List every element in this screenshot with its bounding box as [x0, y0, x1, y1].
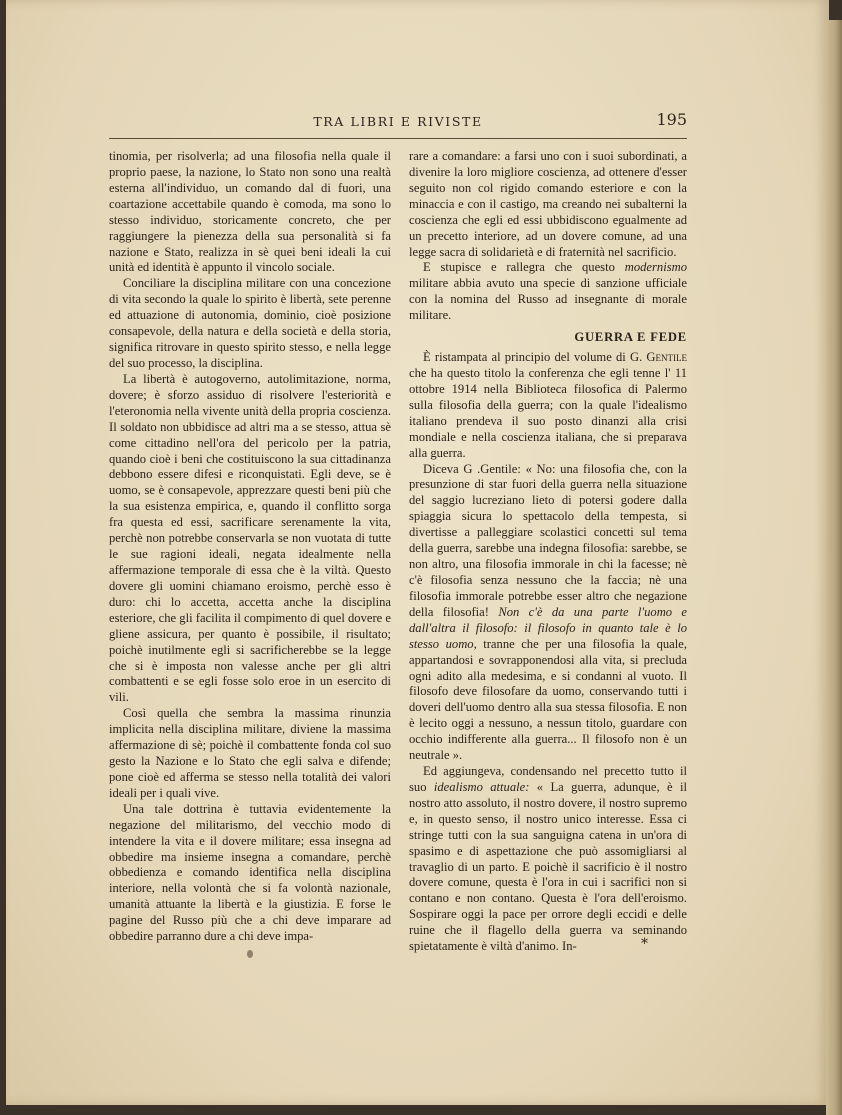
- text-run: Diceva G .Gentile: « No: una filosofia che, con la presunzione di star fuori della guerra nella situazione del saggio lucreziano lieto di potersi godere dalla spiaggia sicura lo spettacolo della tempesta, si divertisse a palleggiare scolastici concetti sul tema della guerra, sarebbe una indegna filosofia: sarebbe, se non altro, una filosofia immorale in chi la facesse; nè c'è filosofia senza nessuno che la faccia; nè una filosofia immorale potrebbe esser altro che negazione della filosofia!: [409, 461, 687, 619]
- text-run: militare abbia avuto una specie di sanzione ufficiale con la nomina del Russo ad insegnante di morale militare.: [409, 276, 687, 323]
- paragraph: Conciliare la disciplina militare con una concezione di vita secondo la quale lo spirito è libertà, sete perenne ed attuazione di autonomia, dominio, cioè posizione consapevole, della natura e della società e della storia, significa ritrovare in questo spirito stesso, e nella legge del suo processo, la disciplina.: [109, 276, 391, 370]
- emphasis: idealismo attuale:: [433, 779, 530, 794]
- paragraph: [409, 260, 687, 324]
- page-edge: [826, 20, 842, 1115]
- text-run: « La guerra, adunque, è il nostro atto assoluto, il nostro dovere, il nostro supremo e, in questo senso, il nostro unico interesse. Essa ci stringe tutti con la sua sanguigna catena in un'ora di spasimo e di aspettazione che può assomigliarsi al travaglio di un parto. E poichè il sacrificio è il nostro dovere comune, questa è l'ora in cui i sacrifici non si contano e non contano. Questa è l'ora dell'eroismo. Sospirare oggi la pace per orrore degli eccidi e delle ruine che il flagello della guerra va seminando spietatamente è viltà d'animo. In-: [409, 779, 687, 954]
- page-number: 195: [656, 110, 687, 129]
- paragraph: Una tale dottrina è tuttavia evidentemente la negazione del militarismo, del vecchio modo di intendere la vita e il dovere militare; essa insegna ad obbedire ma insieme insegna a comandare, perchè obbedienza e comando identifica nella disciplina interiore, nella volontà che si fa volontà nazionale, umanità attuante la libertà e la giustizia. E forse le pagine del Russo più che a chi deve imparare ad obbedire parranno dure a chi deve impa-: [109, 801, 391, 944]
- paragraph: rare a comandare: a farsi uno con i suoi subordinati, a divenire la loro migliore coscienza, ad ottenere d'esser seguito non col rigido comando esteriore e con la minaccia e con il castigo, ma creando nei subalterni la coscienza che egli ed essi ubbidiscono egualmente ad un precetto interiore, ad un dovere comune, ad una legge sacra di solidarietà e di fraternità nel sacrificio.: [409, 149, 687, 259]
- emphasis: Non c'è da una parte l'uomo e dall'altra il filosofo: il filosofo in quanto tale è lo stesso uomo,: [409, 604, 688, 651]
- ink-smudge: [247, 950, 253, 958]
- paragraph: [409, 350, 687, 461]
- text-run: che ha questo titolo la conferenza che egli tenne l' 11 ottobre 1914 nella Biblioteca filosofica di Palermo sulla filosofia della guerra; con la quale l'idealismo italiano prendeva il suo posto dinanzi alla crisi mondiale e nella coscienza italiana, che si preparava alla guerra.: [409, 365, 687, 460]
- section-heading: GUERRA E FEDE: [574, 330, 687, 345]
- emphasis: modernismo: [624, 260, 687, 275]
- paragraph: tinomia, per risolverla; ad una filosofia nella quale il proprio paese, la nazione, lo Stato non sono una realtà esterna all'individuo, un comando dal di fuori, una coartazione accettabile quando è comoda, ma sono lo stesso individuo, storicamente concreto, che per raggiungere la pienezza della sua personalità si fa nazione e Stato, realizza in sè quei beni ideali la cui unità ed identità è appunto il vincolo sociale.: [109, 149, 391, 275]
- paragraph: La libertà è autogoverno, autolimitazione, norma, dovere; è sforzo assiduo di risolvere l'esteriorità e l'eteronomia nella vivente unità della propria coscienza. Il soldato non ubbidisce ad altri ma a se stesso, attua sè come cittadino nell'ora del pericolo per la patria, quando cioè i beni che costituiscono la sua cittadinanza debbono essere difesi e riconquistati. Egli deve, se è uomo, se è consapevole, apprezzare questi beni più che la sua esistenza empirica, e, quando il conflitto sorga fra questa ed essi, sacrificare serenamente la vita, perchè non potrebbe conservarla se non vuotata di tutte le sue ragioni ideali, negata idealmente nella affermazione temporale di essa che è la viltà. Questo dovere gli uomini chiamano eroismo, perchè esso è duro: chi lo accetta, accetta anche la disciplina esteriore, che gli facilita il compimento di quel dovere e gliene assicura, per quanto è possibile, il risultato; poichè inutilmente egli si sacrificherebbe se la legge che si è imposta non valesse anche per gli altri combattenti e se egli fosse solo eroe in un esercito di vili.: [109, 371, 391, 705]
- text-run: E stupisce e rallegra che questo: [423, 260, 625, 275]
- text-run: Ed aggiungeva, condensando nel precetto tutto il suo: [409, 764, 687, 794]
- text-run: tranne che per una filosofia la quale, appartandosi e sovrapponendosi alla vita, si precluda ogni adito alla medesima, e si condanni al vuoto. Il filosofo deve filosofare da uomo, conservando tutti i doveri dell'uomo dentro alla sua stessa filosofia. E non è lecito oggi a nessuno, a nessun titolo, guardare con occhio indifferente alla guerra... Il filosofo non è un neutrale ».: [409, 636, 687, 763]
- running-title: TRA LIBRI E RIVISTE: [313, 114, 483, 129]
- asterisk-ornament: *: [641, 936, 648, 952]
- right-column: [409, 149, 687, 955]
- text-run: È ristampata al principio del volume di G.: [423, 350, 647, 365]
- paragraph: [409, 462, 687, 765]
- page-header: [109, 108, 687, 139]
- author-name: Gentile: [646, 350, 687, 365]
- paragraph: Così quella che sembra la massima rinunzia implicita nella disciplina militare, diviene la massima affermazione di sè; poichè il combattente fonda col suo gesto la Nazione e lo Stato che egli salva e difende; pone cioè ed afferma se stesso nella totalità dei valori ideali per i quali vive.: [109, 706, 391, 800]
- paragraph: [409, 764, 687, 955]
- left-column: [109, 149, 391, 945]
